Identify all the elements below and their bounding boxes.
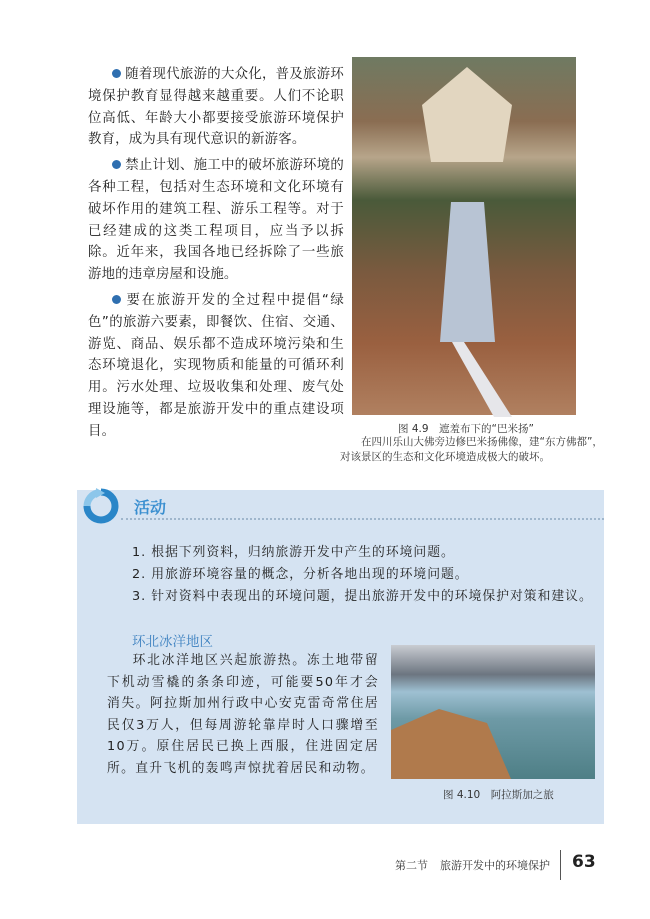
bullet-icon: [112, 160, 121, 169]
paragraph-text: 要在旅游开发的全过程中提倡“绿色”的旅游六要素，即餐饮、住宿、交通、游览、商品、娱乐都不造成环境污染和生态环境退化，实现物质和能量的可循环利用。污水处理、垃圾收集和处理、废气处理设施等，都是旅游开发中的重点建设项目。: [88, 292, 344, 439]
pipe-shape: [452, 342, 512, 417]
figure-4-10-caption: 图 4.10 阿拉斯加之旅: [443, 789, 554, 801]
figure-4-9-caption: 图 4.9 遮羞布下的“巴米扬”: [398, 423, 534, 435]
case-text: 环北冰洋地区兴起旅游热。冻土地带留下机动雪橇的条条印迹，可能要50年才会消失。阿拉斯加州行政中心安克雷奇常住居民仅3万人，但每周游轮靠岸时人口骤增至10万。原住居民已换上西服，住进固定居所。直升飞机的轰鸣声惊扰着居民和动物。: [107, 653, 379, 776]
paragraph-text: 随着现代旅游的大众化，普及旅游环境保护教育显得越来越重要。人们不论职位高低、年龄大小都要接受旅游环境保护教育，成为具有现代意识的新游客。: [88, 67, 344, 148]
footer-section: 第二节: [395, 859, 428, 872]
ship-bow-shape: [391, 709, 511, 779]
bamiyan-buddha-photo: [352, 57, 576, 415]
main-text: [88, 64, 344, 443]
temple-shape: [422, 67, 512, 162]
alaska-cruise-photo: [391, 645, 595, 779]
page-number: 63: [572, 852, 596, 872]
task-item: 2. 用旅游环境容量的概念，分析各地出现的环境问题。: [132, 567, 469, 582]
task-list: [132, 542, 593, 608]
paragraph: [88, 290, 344, 443]
footer-title: 旅游开发中的环境保护: [440, 859, 550, 872]
task-item: 1. 根据下列资料，归纳旅游开发中产生的环境问题。: [132, 545, 455, 560]
footer-divider: [560, 850, 561, 880]
bullet-icon: [112, 295, 121, 304]
activity-title: 活动: [134, 498, 167, 517]
paragraph: [88, 64, 344, 151]
activity-box: [77, 490, 604, 824]
case-title: 环北冰洋地区: [132, 634, 213, 650]
cycle-arrows-icon: [83, 488, 119, 524]
bullet-icon: [112, 69, 121, 78]
dotted-divider: [121, 518, 604, 520]
paragraph: [88, 155, 344, 286]
task-item: 3. 针对资料中表现出的环境问题，提出旅游开发中的环境保护对策和建议。: [132, 589, 593, 604]
paragraph-text: 禁止计划、施工中的破坏旅游环境的各种工程，包括对生态环境和文化环境有破坏作用的建筑工程、游乐工程等。对于已经建成的这类工程项目，应当予以拆除。近年来，我国各地已经拆除了一些旅游地的违章房屋和设施。: [88, 158, 344, 283]
figure-4-9-description: 在四川乐山大佛旁边修巴米扬佛像，建“东方佛都”，对该景区的生态和文化环境造成极大的破坏。: [340, 436, 603, 463]
covered-statue-shape: [440, 202, 495, 342]
